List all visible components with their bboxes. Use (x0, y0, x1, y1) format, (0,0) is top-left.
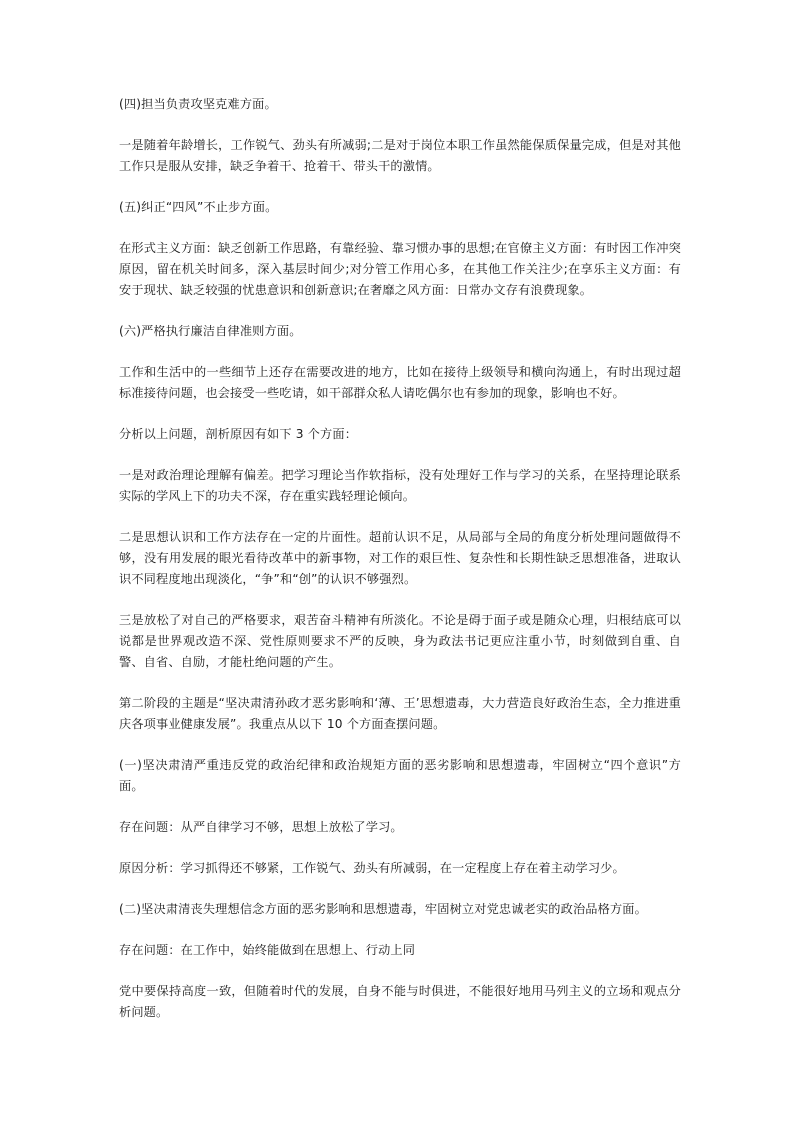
analysis-intro: 分析以上问题，剖析原因有如下 3 个方面： (119, 427, 358, 441)
section-heading-6: (六)严格执行廉洁自律准则方面。 (119, 324, 302, 338)
section-heading-4: (四)担当负责攻坚克难方面。 (119, 97, 277, 111)
paragraph: 二是思想认识和工作方法存在一定的片面性。超前认识不足，从局部与全局的角度分析处理问题做得不够，没有用发展的眼光看待改革中的新事物，对工作的艰巨性、复杂性和长期性缺乏思想准备，进取认识不同程度地出现淡化，“争”和“创”的认识不够强烈。 (119, 530, 681, 586)
paragraph: 一是随着年龄增长，工作锐气、劲头有所减弱;二是对于岗位本职工作虽然能保质保量完成，但是对其他工作只是服从安排，缺乏争着干、抢着干、带头干的激情。 (119, 138, 681, 173)
problem-statement: 存在问题：从严自律学习不够，思想上放松了学习。 (119, 820, 403, 834)
paragraph: 三是放松了对自己的严格要求，艰苦奋斗精神有所淡化。不论是碍于面子或是随众心理，归根结底可以说都是世界观改造不深、党性原则要求不严的反映，身为政法书记更应注重小节，时刻做到自重、自警、自省、自励，才能杜绝问题的产生。 (119, 613, 681, 669)
paragraph: 在形式主义方面：缺乏创新工作思路，有靠经验、靠习惯办事的思想;在官僚主义方面：有时因工作冲突原因，留在机关时间多，深入基层时间少;对分管工作用心多，在其他工作关注少;在享乐主义方面：有安于现状、缺乏较强的忧患意识和创新意识;在奢靡之风方面：日常办文存有浪费现象。 (119, 241, 681, 297)
paragraph: 党中要保持高度一致，但随着时代的发展，自身不能与时俱进，不能很好地用马列主义的立场和观点分析问题。 (119, 984, 681, 1019)
section-heading-5: (五)纠正“四风”不止步方面。 (119, 200, 278, 214)
paragraph: 一是对政治理论理解有偏差。把学习理论当作软指标，没有处理好工作与学习的关系，在坚持理论联系实际的学风上下的功夫不深，存在重实践轻理论倾向。 (119, 468, 681, 503)
problem-statement: 存在问题：在工作中，始终能做到在思想上、行动上同 (119, 943, 416, 957)
section-heading-1: (一)坚决肃清严重违反党的政治纪律和政治规矩方面的恶劣影响和思想遗毒，牢固树立“四个意识”方面。 (119, 758, 681, 793)
section-heading-2: (二)坚决肃清丧失理想信念方面的恶劣影响和思想遗毒，牢固树立对党忠诚老实的政治品格方面。 (119, 902, 647, 916)
paragraph: 第二阶段的主题是“坚决肃清孙政才恶劣影响和‘薄、王’思想遗毒，大力营造良好政治生态，全力推进重庆各项事业健康发展”。我重点从以下 10 个方面查摆问题。 (119, 696, 681, 731)
paragraph: 工作和生活中的一些细节上还存在需要改进的地方，比如在接待上级领导和横向沟通上，有时出现过超标准接待问题，也会接受一些吃请，如干部群众私人请吃偶尔也有参加的现象，影响也不好。 (119, 365, 681, 400)
cause-analysis: 原因分析：学习抓得还不够紧，工作锐气、劲头有所减弱，在一定程度上存在着主动学习少。 (119, 861, 625, 875)
document-page (119, 94, 681, 1043)
